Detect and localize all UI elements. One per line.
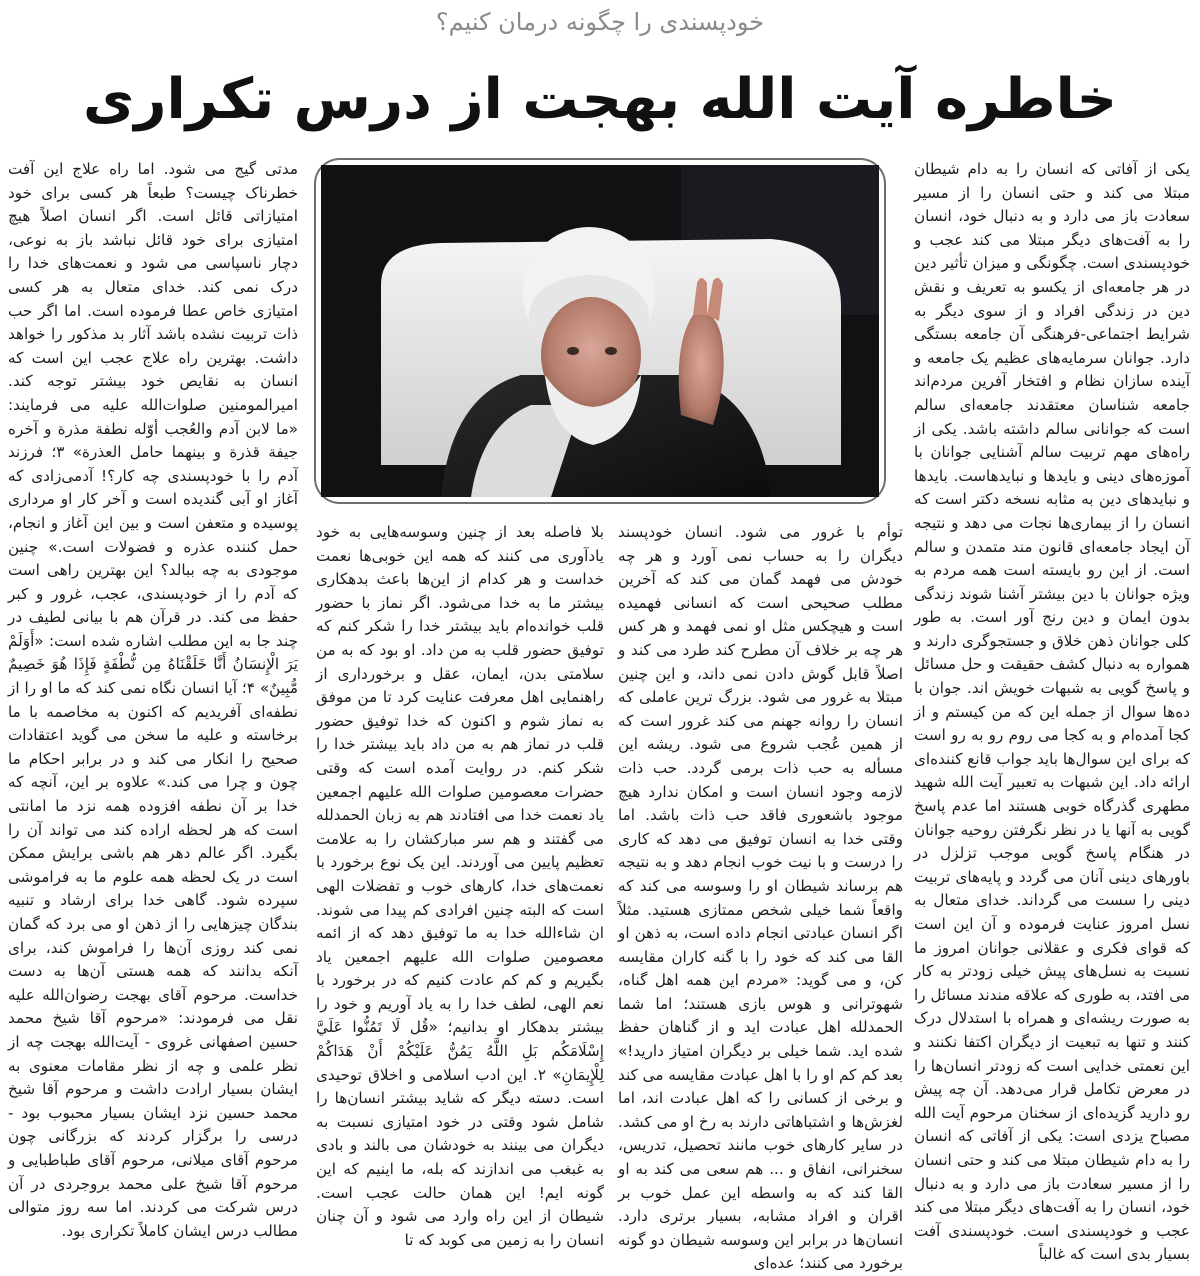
article-column-left <box>8 158 299 1240</box>
article-photo-frame <box>314 158 886 504</box>
article-column-mid-left <box>316 521 604 1249</box>
article-paragraph: یکی از آفاتی که انسان را به دام شیطان مبتلا می کند و حتی انسان را از مسیر سعادت باز می دارد و به دنبال خود، انسان را به آفت‌های دیگر مبتلا می کند عجب و خودپسندی است. چگونگی و میزان تأثیر دین در هر جامعه‌ای از یکسو به تعریف و نقش دین در زندگی افراد و از سوی دیگر به شرایط اجتماعی-فرهنگی آن جامعه بستگی دارد. جوانان سرمایه‌های عظیم یک جامعه و آینده سازان نظام و افتخار آفرین مردم‌اند جامعه شناسان معتقدند جامعه‌ای سالم است که جوانانی سالم داشته باشد. یکی از راه‌های مهم تربیت سالم آشنایی جوانان با آموزه‌های دینی و بایدها و نبایدهاست. بایدها و نبایدهای دین به مثابه نسخه دکتر است که انسان را از بیماری‌ها نجات می دهد و نتیجه آن ایجاد جامعه‌ای قانون مند متمدن و سالم است. از این رو بایسته است همه مردم به ویژه جوانان با دین بیشتر آشنا شوند زندگی بدون ایمان و دین رنج آور است. به طور کلی جوانان ذهن خلاق و جستجوگری دارند و همواره به دنبال کشف حقیقت و حل مسائل و پاسخ گویی به شبهات خویش اند. جوان با ده‌ها سوال از جمله این که من کیستم و از کجا آمده‌ام و به کجا می روم رو به رو است که برای این سوال‌ها باید جواب قانع کننده‌ای ارائه داد. این شبهات به تعبیر آیت الله شهید مطهری گذرگاه خوبی هستند اما عدم پاسخ گویی به آنها یا در نظر نگرفتن روحیه جوانان در هنگام پاسخ گویی موجب تزلزل در باورهای دینی آنان می گردد و پایه‌های تربیت دینی را سست می گرداند. خدای متعال به نسل امروز عنایت فرموده و آن این است که قوای فکری و عقلانی جوانان امروز ما نسبت به نسل‌های پیش خیلی زودتر به کار می افتد، به طوری که علاقه مندند مسائل را به صورت ریشه‌ای و همراه با استدلال درک کنند و تنها به تبعیت از دیگران اکتفا نکنند و این نعمتی خدایی است که زودتر انسان‌ها را در معرض تکامل قرار می‌دهد. آن چه پیش رو دارید گزیده‌ای از سخنان مرحوم آیت الله مصباح یزدی است: یکی از آفاتی که انسان را به دام شیطان مبتلا می کند و حتی انسان را از مسیر سعادت باز می دارد و به دنبال خود، انسان را به آفت‌های دیگر مبتلا می کند عجب و خودپسندی است. خودپسندی آفت بسیار بدی است که غالباً <box>914 160 1190 1264</box>
article-headline: خاطره آیت الله بهجت از درس تکراری <box>82 67 1118 132</box>
article-column-right <box>914 158 1190 1264</box>
article-paragraph: بلا فاصله بعد از چنین وسوسه‌هایی به خود یادآوری می کنند که همه این خوبی‌ها نعمت خداست و هر کدام از این‌ها باعث بدهکاری بیشتر ما به خدا می‌شود. اگر نماز با حضور قلب خوانده‌ام باید بیشتر خدا را شکر کنم که توفیق حضور قلب به من داد. او بود که به من سلامتی بدن، ایمان، عقل و برخورداری از راهنمایی اهل معرفت عنایت کرد تا من موفق به نماز شوم و اکنون که خدا توفیق حضور قلب در نماز هم به من داد باید بیشتر خدا را شکر کنم. در روایت آمده است که وقتی حضرات معصومین صلوات الله علیهم اجمعین یاد نعمت خدا می افتادند هم به زبان الحمدلله می گفتند و هم سر مبارکشان را به علامت تعظیم پایین می آوردند. این یک نوع برخورد با نعمت‌های خدا، کارهای خوب و تفضلات الهی است که البته چنین افرادی کم پیدا می شوند. ان شاءالله خدا به ما توفیق دهد که از ائمه معصومین صلوات الله علیهم اجمعین یاد بگیریم و کم کم عادت کنیم که در برخورد با نعم الهی، لطف خدا را به یاد آوریم و خود را بیشتر بدهکار او بدانیم؛ «قُل لَا تَمُنُّوا عَلَيَّ إِسْلَامَكُم بَلِ اللَّهُ يَمُنُّ عَلَيْكُمْ أَنْ هَدَاكُمْ لِلْإِيمَانِ» ۲. این ادب اسلامی و اخلاق توحیدی است. دسته دیگر که شاید بیشتر انسان‌ها را شامل شود وقتی در خود امتیازی نسبت به دیگران می بینند به خودشان می بالند و بادی به غبغب می اندازند که بله، ما اینیم که این گونه ایم! این همان حالت عجب است. شیطان از این راه وارد می شود و آن چنان انسان را به زمین می کوبد که تا <box>316 523 604 1249</box>
article-kicker: خودپسندی را چگونه درمان کنیم؟ <box>435 8 765 36</box>
article-paragraph: مدتی گیج می شود. اما راه علاج این آفت خطرناک چیست؟ طبعاً هر کسی برای خود امتیازاتی قائل است. اگر انسان اصلاً هیچ امتیازی برای خود قائل نباشد باز به نوعی، دچار ناسپاسی می شود و نعمت‌های خدا را درک نمی کند. خدای متعال به هر کسی امتیازی خاص عطا فرموده است. اما اگر حب ذات تربیت نشده باشد آثار بد مذکور را خواهد داشت. بهترین راه علاج عجب این است که انسان به نقایص خود بیشتر توجه کند. امیرالمومنین صلوات‌الله علیه می فرمایند: «ما لابن آدم والعُجب أوّله نطفة مذرة و آخره جیفة قذرة و بینهما حامل العذرة» ۳؛ فرزند آدم را با خودپسندی چه کار؟! آدمی‌زادی که آغاز او آبی گندیده است و آخر کار او مرداری پوسیده و متعفن است و بین این آغاز و انجام، حمل کننده عذره و فضولات است.» چنین موجودی به چه ببالد؟ این بهترین راهی است که آدم را از خودپسندی، عجب، غرور و کبر حفظ می کند. در قرآن هم با بیانی لطیف در چند جا به این مطلب اشاره شده است: «أَوَلَمْ يَرَ الْإِنسَانُ أَنَّا خَلَقْنَاهُ مِن نُّطْفَةٍ فَإِذَا هُوَ خَصِيمٌ مُّبِينٌ» ۴؛ آیا انسان نگاه نمی کند که ما او را از نطفه‌ای آفریدیم که اکنون به مخاصمه با ما برخاسته و علیه ما سخن می گوید اعتقادات صحیح را انکار می کند و در برابر احکام ما چون و چرا می کند.» علاوه بر این، آنچه که خدا بر آن نطفه افزوده همه نزد ما امانتی است که هر لحظه اراده کند می تواند آن را بگیرد. اگر عالم دهر هم باشی برایش ممکن است در یک لحظه همه علوم ما به فراموشی سپرده شود. گاهی خدا برای ارشاد و تنبیه بندگان چیزهایی را از ذهن او می برد که گمان نمی کند روزی آن‌ها را فراموش کند، برای آنکه بدانند که همه هستی آن‌ها به دست خداست. مرحوم آقای بهجت رضوان‌الله علیه نقل می فرمودند: «مرحوم آقا شیخ محمد حسین اصفهانی غروی - آیت‌الله بهجت چه از نظر علمی و چه از نظر مقامات معنوی به ایشان بسیار ارادت داشت و مرحوم آقا شیخ محمد حسین نزد ایشان بسیار محبوب بود - درسی را برگزار کردند که بزرگانی چون مرحوم آقای میلانی، مرحوم آقای طباطبایی و مرحوم آقا شیخ علی محمد بروجردی در آن درس شرکت می کردند. اما سه روز متوالی مطالب درس ایشان کاملاً تکراری بود. <box>8 160 299 1240</box>
article-column-mid-right <box>618 521 903 1273</box>
article-photo <box>321 165 879 497</box>
article-paragraph: توأم با غرور می شود. انسان خودپسند دیگران را به حساب نمی آورد و هر چه خودش می فهمد گمان می کند که آخرین مطلب صحیحی است که انسانی فهمیده است و هیچکس مثل او نمی فهمد و هر کس هر چه بر خلاف آن مطرح کند طرد می کند و اصلاً قابل گوش دادن نمی داند، و این چنین مبتلا به غرور می شود. بزرگ ترین عاملی که انسان را روانه جهنم می کند غرور است که از همین عُجب شروع می شود. ریشه این مسأله به حب ذات برمی گردد. حب ذات لازمه وجود انسان است و امکان ندارد هیچ موجود باشعوری فاقد حب ذات باشد. اما وقتی خدا به انسان توفیق می دهد که کاری را درست و با نیت خوب انجام دهد و به نتیجه هم برساند شیطان او را وسوسه می کند که واقعاً شما خیلی شخص ممتازی هستید. مثلاً اگر انسان عبادتی انجام داده است، به ذهن او القا می کند که خود را با گنه کاران مقایسه کن، و می گوید: «مردم این همه اهل گناه، شهوترانی و هوس بازی هستند؛ اما شما الحمدلله اهل عبادت اید و از گناهان حفظ شده اید. شما خیلی بر دیگران امتیاز دارید!» بعد کم کم او را با اهل عبادت مقایسه می کند و برخی از کسانی را که اهل عبادت اند، اما لغزش‌ها و اشتباهاتی دارند به رخ او می کشد. در سایر کارهای خوب مانند تحصیل، تدریس، سخنرانی، انفاق و ... هم سعی می کند به او القا کند که به واسطه این عمل خوب بر اقران و افراد مشابه، بسیار برتری دارد. انسان‌ها در برابر این وسوسه شیطان دو گونه برخورد می کنند؛ عده‌ای <box>618 523 903 1273</box>
portrait-photo-icon <box>321 165 879 497</box>
